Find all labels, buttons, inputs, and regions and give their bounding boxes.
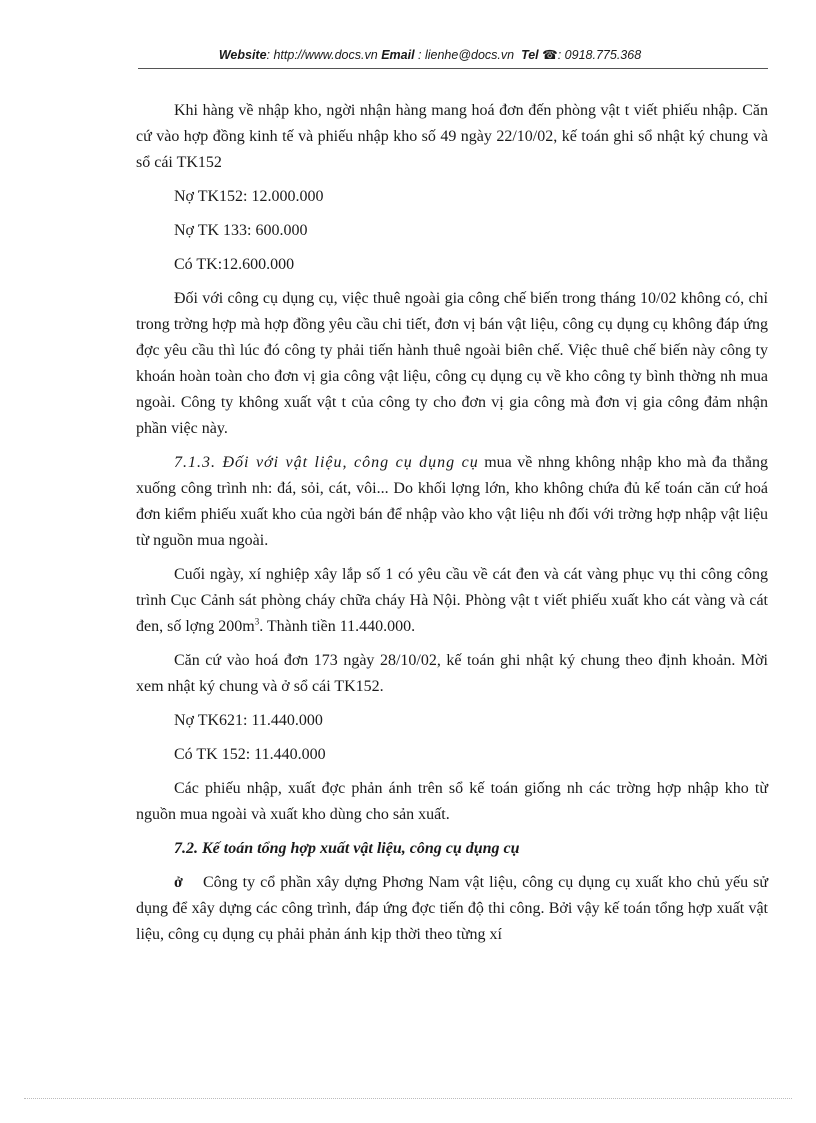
paragraph-7-text: Công ty cổ phần xây dựng Phơng Nam vật liệu, công cụ dụng cụ xuất kho chủ yếu sử dụng để xây dựng các công trình, đáp ứng đợc tiến độ thi công. Bởi vậy kế toán tổng hợp xuất vật liệu, công cụ dụng cụ phải phản ánh kịp thời theo từng xí: [136, 874, 768, 943]
tel-value: : 0918.775.368: [557, 48, 642, 62]
paragraph-3-text: mua về nhng không nhập kho mà đa thẳng xuống công trình nh: đá, sỏi, cát, vôi... Do khối lợng lớn, kho không chứa đủ kế toán căn cứ hoá đơn kiểm phiếu xuất kho của ngời bán để nhập vào kho vật liệu nh đối với trờng hợp nhập vật liệu từ nguồn mua ngoài.: [136, 454, 768, 549]
tel-label: Tel: [521, 48, 539, 62]
paragraph-7: [136, 870, 768, 948]
footer-divider: [24, 1098, 792, 1099]
paragraph-4-end: . Thành tiền 11.440.000.: [259, 618, 416, 635]
email-value[interactable]: : lienhe@docs.vn: [418, 48, 515, 62]
phone-icon: ☎: [542, 48, 558, 62]
paragraph-1: Khi hàng về nhập kho, ngời nhận hàng mang hoá đơn đến phòng vật t viết phiếu nhập. Căn cứ vào hợp đồng kinh tế và phiếu nhập kho số 49 ngày 22/10/02, kế toán ghi sổ nhật ký chung và sổ cái TK152: [136, 102, 768, 171]
section-subtitle: 7.1.3. Đối với vật liệu, công cụ dụng cụ: [174, 454, 479, 471]
page-header: [100, 47, 760, 62]
header-divider: [138, 68, 768, 69]
bullet-glyph: ở: [174, 874, 183, 891]
entry-debit-133: Nợ TK 133: 600.000: [174, 222, 308, 239]
entry-credit-152: Có TK 152: 11.440.000: [174, 746, 326, 763]
document-body: [136, 98, 768, 956]
paragraph-4-text: Cuối ngày, xí nghiệp xây lắp số 1 có yêu cầu về cát đen và cát vàng phục vụ thi công công trình Cục Cảnh sát phòng cháy chữa cháy Hà Nội. Phòng vật t viết phiếu xuất kho cát vàng và cát đen, số lợng 200m: [136, 566, 768, 635]
entry-credit: Có TK:12.600.000: [174, 256, 295, 273]
paragraph-6: Các phiếu nhập, xuất đợc phản ánh trên sổ kế toán giống nh các trờng hợp nhập kho từ nguồn mua ngoài và xuất kho dùng cho sản xuất.: [136, 780, 768, 823]
superscript-3: 3: [254, 616, 260, 627]
website-label: Website: [218, 48, 267, 62]
paragraph-4: [136, 562, 768, 640]
entry-debit-621: Nợ TK621: 11.440.000: [174, 712, 323, 729]
entry-debit-152: Nợ TK152: 12.000.000: [174, 188, 324, 205]
paragraph-2: Đối với công cụ dụng cụ, việc thuê ngoài gia công chế biến trong tháng 10/02 không có, chỉ trong trờng hợp mà hợp đồng yêu cầu chi tiết, đơn vị bán vật liệu, công cụ dụng cụ không đáp ứng đợc yêu cầu thì lúc đó công ty phải tiến hành thuê ngoài biên chế. Việc thuê chế biến này công ty khoán hoàn toàn cho đơn vị gia công vật liệu, công cụ dụng cụ về kho công ty bình thờng nh mua ngoài. Công ty không xuất vật t của công ty cho đơn vị gia công mà đơn vị gia công đảm nhận phần việc này.: [136, 290, 768, 437]
email-label: Email: [381, 48, 415, 62]
section-heading: 7.2. Kế toán tổng hợp xuất vật liệu, công cụ dụng cụ: [174, 840, 520, 857]
paragraph-5: Căn cứ vào hoá đơn 173 ngày 28/10/02, kế toán ghi nhật ký chung theo định khoản. Mời xem nhật ký chung và ở sổ cái TK152.: [136, 652, 768, 695]
paragraph-3: [136, 450, 768, 554]
website-value[interactable]: : http://www.docs.vn: [266, 48, 378, 62]
